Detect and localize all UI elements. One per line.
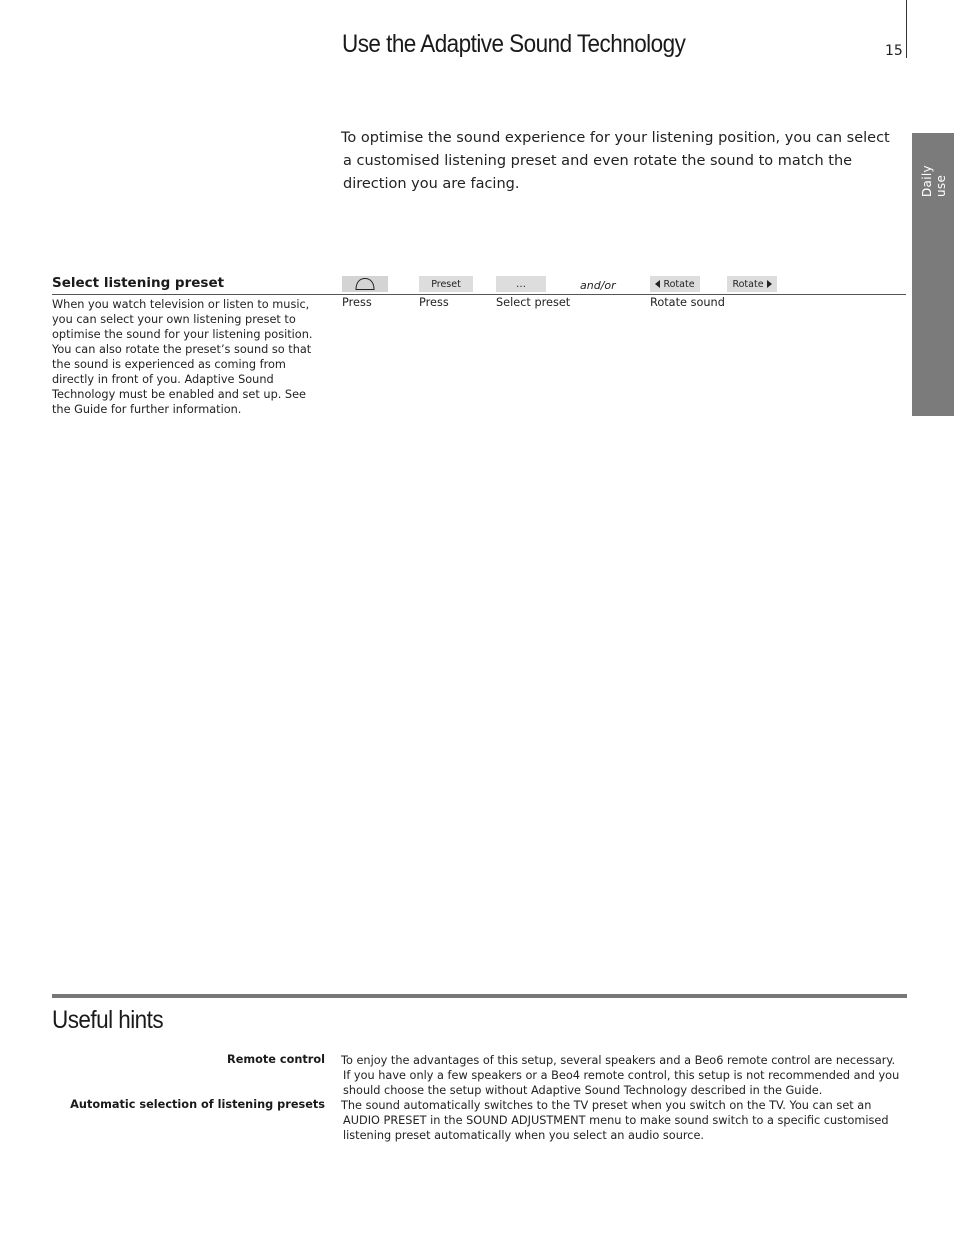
rotate-left-key bbox=[650, 276, 700, 292]
section-heading: Select listening preset bbox=[52, 275, 225, 291]
hint-label-remote-control: Remote control bbox=[227, 1053, 325, 1066]
section-body: When you watch television or listen to music, you can select your own listening preset to optimise the sound for your listening position. You can also rotate the preset’s sound so that the sound is experienced as coming from directly in front of you. Adaptive Sound Technology must be enabled and set up. See the Guide for further information. bbox=[52, 298, 313, 416]
step-press-1: Press bbox=[342, 296, 372, 309]
dots-key bbox=[496, 276, 546, 292]
intro-paragraph: To optimise the sound experience for your listening position, you can select a customised listening preset and even rotate the sound to match the direction you are facing. bbox=[341, 130, 890, 192]
hints-divider bbox=[52, 994, 907, 998]
step-rotate-sound: Rotate sound bbox=[650, 296, 725, 309]
hint-label-automatic-selection: Automatic selection of listening presets bbox=[70, 1098, 325, 1111]
step-select-preset: Select preset bbox=[496, 296, 571, 309]
side-tab bbox=[912, 133, 954, 416]
preset-key bbox=[419, 276, 473, 292]
tv-key bbox=[342, 276, 388, 292]
dots-key-label: … bbox=[516, 278, 526, 290]
hint-text-automatic-selection: The sound automatically switches to the TV preset when you switch on the TV. You can set an AUDIO PRESET in the SOUND ADJUSTMENT menu to make sound switch to a specific customised listening preset automatically when you select an audio source. bbox=[341, 1099, 889, 1142]
hints-title: Useful hints bbox=[52, 1006, 164, 1034]
tv-icon bbox=[354, 277, 376, 291]
preset-key-label: Preset bbox=[431, 278, 461, 290]
hint-text-remote-control: To enjoy the advantages of this setup, several speakers and a Beo6 remote control are necessary. If you have only a few speakers or a Beo4 remote control, this setup is not recommended and you should choose the setup without Adaptive Sound Technology described in the Guide. bbox=[341, 1054, 900, 1097]
corner-rule bbox=[906, 0, 907, 58]
rotate-left-label: Rotate bbox=[663, 278, 695, 290]
rotate-right-label: Rotate bbox=[732, 278, 764, 290]
side-tab-label: Daily use bbox=[920, 165, 948, 197]
arrow-left-icon bbox=[655, 280, 660, 288]
and-or-label: and/or bbox=[580, 279, 616, 292]
page-number: 15 bbox=[885, 43, 903, 59]
arrow-right-icon bbox=[767, 280, 772, 288]
step-press-2: Press bbox=[419, 296, 449, 309]
page-title: Use the Adaptive Sound Technology bbox=[342, 30, 686, 58]
rotate-right-key bbox=[727, 276, 777, 292]
section-divider bbox=[52, 294, 906, 295]
